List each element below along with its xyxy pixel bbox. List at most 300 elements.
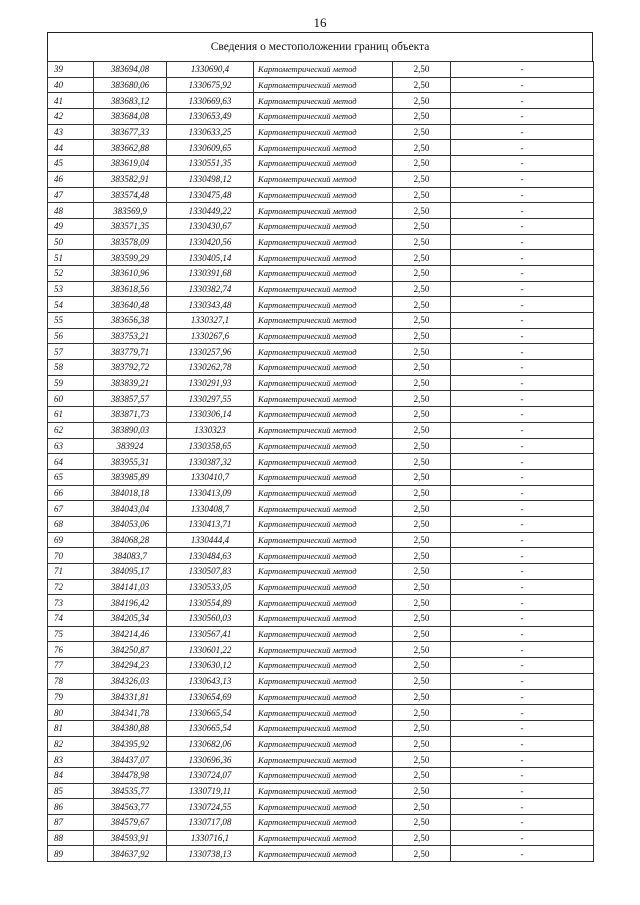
note-cell: -	[451, 548, 594, 564]
table-row	[48, 579, 594, 595]
determination-method-cell: Картометрический метод	[254, 799, 393, 815]
determination-method-cell: Картометрический метод	[254, 673, 393, 689]
accuracy-cell: 2,50	[393, 799, 451, 815]
accuracy-cell: 2,50	[393, 438, 451, 454]
x-coordinate-cell: 384579,67	[94, 815, 167, 831]
table-row	[48, 391, 594, 407]
determination-method-cell: Картометрический метод	[254, 62, 393, 78]
x-coordinate-cell: 384395,92	[94, 736, 167, 752]
point-number-cell: 76	[48, 642, 94, 658]
x-coordinate-cell: 383662,88	[94, 140, 167, 156]
note-cell: -	[451, 124, 594, 140]
note-cell: -	[451, 156, 594, 172]
note-cell: -	[451, 830, 594, 846]
point-number-cell: 52	[48, 265, 94, 281]
accuracy-cell: 2,50	[393, 673, 451, 689]
accuracy-cell: 2,50	[393, 344, 451, 360]
table-row	[48, 532, 594, 548]
section-title: Сведения о местоположении границ объекта	[47, 32, 593, 61]
note-cell: -	[451, 485, 594, 501]
y-coordinate-cell: 1330654,69	[167, 689, 254, 705]
y-coordinate-cell: 1330413,09	[167, 485, 254, 501]
determination-method-cell: Картометрический метод	[254, 705, 393, 721]
accuracy-cell: 2,50	[393, 469, 451, 485]
x-coordinate-cell: 384593,91	[94, 830, 167, 846]
y-coordinate-cell: 1330323	[167, 422, 254, 438]
note-cell: -	[451, 469, 594, 485]
x-coordinate-cell: 383779,71	[94, 344, 167, 360]
x-coordinate-cell: 384341,78	[94, 705, 167, 721]
table-row	[48, 454, 594, 470]
point-number-cell: 68	[48, 516, 94, 532]
accuracy-cell: 2,50	[393, 77, 451, 93]
determination-method-cell: Картометрический метод	[254, 407, 393, 423]
determination-method-cell: Картометрический метод	[254, 218, 393, 234]
note-cell: -	[451, 736, 594, 752]
point-number-cell: 80	[48, 705, 94, 721]
determination-method-cell: Картометрический метод	[254, 815, 393, 831]
point-number-cell: 44	[48, 140, 94, 156]
note-cell: -	[451, 203, 594, 219]
y-coordinate-cell: 1330291,93	[167, 375, 254, 391]
point-number-cell: 53	[48, 281, 94, 297]
point-number-cell: 43	[48, 124, 94, 140]
point-number-cell: 56	[48, 328, 94, 344]
determination-method-cell: Картометрический метод	[254, 391, 393, 407]
table-row	[48, 422, 594, 438]
x-coordinate-cell: 383839,21	[94, 375, 167, 391]
x-coordinate-cell: 384083,7	[94, 548, 167, 564]
point-number-cell: 61	[48, 407, 94, 423]
x-coordinate-cell: 383569,9	[94, 203, 167, 219]
table-row	[48, 485, 594, 501]
y-coordinate-cell: 1330653,49	[167, 109, 254, 125]
x-coordinate-cell: 384637,92	[94, 846, 167, 862]
determination-method-cell: Картометрический метод	[254, 93, 393, 109]
y-coordinate-cell: 1330430,67	[167, 218, 254, 234]
table-row	[48, 124, 594, 140]
x-coordinate-cell: 384250,87	[94, 642, 167, 658]
accuracy-cell: 2,50	[393, 532, 451, 548]
accuracy-cell: 2,50	[393, 736, 451, 752]
table-row	[48, 799, 594, 815]
x-coordinate-cell: 384437,07	[94, 752, 167, 768]
point-number-cell: 75	[48, 626, 94, 642]
y-coordinate-cell: 1330343,48	[167, 297, 254, 313]
note-cell: -	[451, 626, 594, 642]
determination-method-cell: Картометрический метод	[254, 375, 393, 391]
table-row	[48, 564, 594, 580]
point-number-cell: 64	[48, 454, 94, 470]
table-row	[48, 469, 594, 485]
note-cell: -	[451, 642, 594, 658]
accuracy-cell: 2,50	[393, 815, 451, 831]
accuracy-cell: 2,50	[393, 391, 451, 407]
table-row	[48, 438, 594, 454]
point-number-cell: 69	[48, 532, 94, 548]
point-number-cell: 78	[48, 673, 94, 689]
x-coordinate-cell: 384141,03	[94, 579, 167, 595]
accuracy-cell: 2,50	[393, 156, 451, 172]
y-coordinate-cell: 1330410,7	[167, 469, 254, 485]
determination-method-cell: Картометрический метод	[254, 689, 393, 705]
y-coordinate-cell: 1330738,13	[167, 846, 254, 862]
note-cell: -	[451, 391, 594, 407]
determination-method-cell: Картометрический метод	[254, 422, 393, 438]
determination-method-cell: Картометрический метод	[254, 313, 393, 329]
y-coordinate-cell: 1330533,05	[167, 579, 254, 595]
y-coordinate-cell: 1330669,63	[167, 93, 254, 109]
table-row	[48, 720, 594, 736]
accuracy-cell: 2,50	[393, 203, 451, 219]
accuracy-cell: 2,50	[393, 752, 451, 768]
point-number-cell: 39	[48, 62, 94, 78]
note-cell: -	[451, 501, 594, 517]
note-cell: -	[451, 297, 594, 313]
x-coordinate-cell: 384205,34	[94, 611, 167, 627]
point-number-cell: 62	[48, 422, 94, 438]
note-cell: -	[451, 799, 594, 815]
determination-method-cell: Картометрический метод	[254, 360, 393, 376]
y-coordinate-cell: 1330554,89	[167, 595, 254, 611]
note-cell: -	[451, 595, 594, 611]
x-coordinate-cell: 383683,12	[94, 93, 167, 109]
table-row	[48, 783, 594, 799]
determination-method-cell: Картометрический метод	[254, 501, 393, 517]
y-coordinate-cell: 1330327,1	[167, 313, 254, 329]
note-cell: -	[451, 140, 594, 156]
point-number-cell: 79	[48, 689, 94, 705]
table-row	[48, 156, 594, 172]
accuracy-cell: 2,50	[393, 313, 451, 329]
x-coordinate-cell: 384053,06	[94, 516, 167, 532]
accuracy-cell: 2,50	[393, 564, 451, 580]
point-number-cell: 65	[48, 469, 94, 485]
determination-method-cell: Картометрический метод	[254, 234, 393, 250]
table-row	[48, 109, 594, 125]
y-coordinate-cell: 1330405,14	[167, 250, 254, 266]
point-number-cell: 51	[48, 250, 94, 266]
point-number-cell: 63	[48, 438, 94, 454]
determination-method-cell: Картометрический метод	[254, 658, 393, 674]
table-row	[48, 705, 594, 721]
table-row	[48, 93, 594, 109]
point-number-cell: 57	[48, 344, 94, 360]
table-row	[48, 187, 594, 203]
table-row	[48, 689, 594, 705]
y-coordinate-cell: 1330444,4	[167, 532, 254, 548]
y-coordinate-cell: 1330382,74	[167, 281, 254, 297]
y-coordinate-cell: 1330601,22	[167, 642, 254, 658]
x-coordinate-cell: 383684,08	[94, 109, 167, 125]
y-coordinate-cell: 1330630,12	[167, 658, 254, 674]
x-coordinate-cell: 383955,31	[94, 454, 167, 470]
note-cell: -	[451, 705, 594, 721]
y-coordinate-cell: 1330267,6	[167, 328, 254, 344]
determination-method-cell: Картометрический метод	[254, 203, 393, 219]
note-cell: -	[451, 516, 594, 532]
note-cell: -	[451, 422, 594, 438]
y-coordinate-cell: 1330387,32	[167, 454, 254, 470]
accuracy-cell: 2,50	[393, 422, 451, 438]
accuracy-cell: 2,50	[393, 109, 451, 125]
accuracy-cell: 2,50	[393, 658, 451, 674]
table-row	[48, 815, 594, 831]
accuracy-cell: 2,50	[393, 611, 451, 627]
table-body	[48, 62, 594, 862]
determination-method-cell: Картометрический метод	[254, 328, 393, 344]
note-cell: -	[451, 375, 594, 391]
point-number-cell: 45	[48, 156, 94, 172]
point-number-cell: 49	[48, 218, 94, 234]
y-coordinate-cell: 1330484,63	[167, 548, 254, 564]
accuracy-cell: 2,50	[393, 767, 451, 783]
table-row	[48, 281, 594, 297]
x-coordinate-cell: 384478,98	[94, 767, 167, 783]
table-row	[48, 360, 594, 376]
accuracy-cell: 2,50	[393, 375, 451, 391]
boundary-coordinates-table	[47, 61, 594, 862]
point-number-cell: 54	[48, 297, 94, 313]
x-coordinate-cell: 384326,03	[94, 673, 167, 689]
note-cell: -	[451, 265, 594, 281]
table-row	[48, 548, 594, 564]
determination-method-cell: Картометрический метод	[254, 626, 393, 642]
determination-method-cell: Картометрический метод	[254, 250, 393, 266]
point-number-cell: 40	[48, 77, 94, 93]
y-coordinate-cell: 1330498,12	[167, 171, 254, 187]
x-coordinate-cell: 384043,04	[94, 501, 167, 517]
accuracy-cell: 2,50	[393, 516, 451, 532]
note-cell: -	[451, 815, 594, 831]
table-row	[48, 642, 594, 658]
point-number-cell: 85	[48, 783, 94, 799]
note-cell: -	[451, 234, 594, 250]
x-coordinate-cell: 384563,77	[94, 799, 167, 815]
note-cell: -	[451, 673, 594, 689]
point-number-cell: 48	[48, 203, 94, 219]
y-coordinate-cell: 1330716,1	[167, 830, 254, 846]
accuracy-cell: 2,50	[393, 250, 451, 266]
note-cell: -	[451, 62, 594, 78]
y-coordinate-cell: 1330690,4	[167, 62, 254, 78]
accuracy-cell: 2,50	[393, 720, 451, 736]
y-coordinate-cell: 1330560,03	[167, 611, 254, 627]
accuracy-cell: 2,50	[393, 407, 451, 423]
x-coordinate-cell: 383753,21	[94, 328, 167, 344]
determination-method-cell: Картометрический метод	[254, 281, 393, 297]
note-cell: -	[451, 454, 594, 470]
y-coordinate-cell: 1330724,07	[167, 767, 254, 783]
determination-method-cell: Картометрический метод	[254, 736, 393, 752]
note-cell: -	[451, 250, 594, 266]
determination-method-cell: Картометрический метод	[254, 720, 393, 736]
y-coordinate-cell: 1330724,55	[167, 799, 254, 815]
x-coordinate-cell: 384331,81	[94, 689, 167, 705]
determination-method-cell: Картометрический метод	[254, 548, 393, 564]
determination-method-cell: Картометрический метод	[254, 767, 393, 783]
x-coordinate-cell: 383924	[94, 438, 167, 454]
accuracy-cell: 2,50	[393, 218, 451, 234]
table-row	[48, 611, 594, 627]
determination-method-cell: Картометрический метод	[254, 469, 393, 485]
table-row	[48, 344, 594, 360]
table-row	[48, 846, 594, 862]
table-row	[48, 830, 594, 846]
y-coordinate-cell: 1330420,56	[167, 234, 254, 250]
accuracy-cell: 2,50	[393, 281, 451, 297]
table-row	[48, 313, 594, 329]
note-cell: -	[451, 281, 594, 297]
x-coordinate-cell: 383619,04	[94, 156, 167, 172]
note-cell: -	[451, 611, 594, 627]
point-number-cell: 73	[48, 595, 94, 611]
y-coordinate-cell: 1330551,35	[167, 156, 254, 172]
determination-method-cell: Картометрический метод	[254, 595, 393, 611]
note-cell: -	[451, 407, 594, 423]
y-coordinate-cell: 1330257,96	[167, 344, 254, 360]
x-coordinate-cell: 384068,28	[94, 532, 167, 548]
determination-method-cell: Картометрический метод	[254, 124, 393, 140]
table-row	[48, 265, 594, 281]
x-coordinate-cell: 384018,18	[94, 485, 167, 501]
accuracy-cell: 2,50	[393, 626, 451, 642]
table-row	[48, 767, 594, 783]
point-number-cell: 87	[48, 815, 94, 831]
accuracy-cell: 2,50	[393, 454, 451, 470]
y-coordinate-cell: 1330449,22	[167, 203, 254, 219]
table-row	[48, 77, 594, 93]
x-coordinate-cell: 383582,91	[94, 171, 167, 187]
y-coordinate-cell: 1330633,25	[167, 124, 254, 140]
y-coordinate-cell: 1330682,06	[167, 736, 254, 752]
note-cell: -	[451, 846, 594, 862]
page-number: 16	[313, 15, 327, 30]
determination-method-cell: Картометрический метод	[254, 611, 393, 627]
table-row	[48, 407, 594, 423]
y-coordinate-cell: 1330567,41	[167, 626, 254, 642]
y-coordinate-cell: 1330665,54	[167, 705, 254, 721]
note-cell: -	[451, 532, 594, 548]
accuracy-cell: 2,50	[393, 548, 451, 564]
point-number-cell: 77	[48, 658, 94, 674]
x-coordinate-cell: 383985,89	[94, 469, 167, 485]
determination-method-cell: Картометрический метод	[254, 297, 393, 313]
determination-method-cell: Картометрический метод	[254, 454, 393, 470]
accuracy-cell: 2,50	[393, 62, 451, 78]
x-coordinate-cell: 384380,88	[94, 720, 167, 736]
y-coordinate-cell: 1330719,11	[167, 783, 254, 799]
point-number-cell: 67	[48, 501, 94, 517]
table-row	[48, 595, 594, 611]
y-coordinate-cell: 1330413,71	[167, 516, 254, 532]
determination-method-cell: Картометрический метод	[254, 438, 393, 454]
x-coordinate-cell: 383792,72	[94, 360, 167, 376]
accuracy-cell: 2,50	[393, 265, 451, 281]
note-cell: -	[451, 77, 594, 93]
note-cell: -	[451, 658, 594, 674]
table-row	[48, 140, 594, 156]
y-coordinate-cell: 1330475,48	[167, 187, 254, 203]
x-coordinate-cell: 383871,73	[94, 407, 167, 423]
x-coordinate-cell: 383694,08	[94, 62, 167, 78]
determination-method-cell: Картометрический метод	[254, 265, 393, 281]
point-number-cell: 55	[48, 313, 94, 329]
accuracy-cell: 2,50	[393, 124, 451, 140]
note-cell: -	[451, 579, 594, 595]
note-cell: -	[451, 783, 594, 799]
x-coordinate-cell: 383677,33	[94, 124, 167, 140]
point-number-cell: 50	[48, 234, 94, 250]
note-cell: -	[451, 109, 594, 125]
table-row	[48, 62, 594, 78]
table-row	[48, 516, 594, 532]
y-coordinate-cell: 1330507,83	[167, 564, 254, 580]
x-coordinate-cell: 384196,42	[94, 595, 167, 611]
y-coordinate-cell: 1330717,08	[167, 815, 254, 831]
accuracy-cell: 2,50	[393, 171, 451, 187]
note-cell: -	[451, 689, 594, 705]
determination-method-cell: Картометрический метод	[254, 171, 393, 187]
x-coordinate-cell: 383610,96	[94, 265, 167, 281]
note-cell: -	[451, 171, 594, 187]
accuracy-cell: 2,50	[393, 705, 451, 721]
accuracy-cell: 2,50	[393, 501, 451, 517]
determination-method-cell: Картометрический метод	[254, 187, 393, 203]
point-number-cell: 46	[48, 171, 94, 187]
point-number-cell: 47	[48, 187, 94, 203]
y-coordinate-cell: 1330262,78	[167, 360, 254, 376]
x-coordinate-cell: 384214,46	[94, 626, 167, 642]
point-number-cell: 60	[48, 391, 94, 407]
y-coordinate-cell: 1330297,55	[167, 391, 254, 407]
table-row	[48, 203, 594, 219]
point-number-cell: 83	[48, 752, 94, 768]
note-cell: -	[451, 438, 594, 454]
point-number-cell: 74	[48, 611, 94, 627]
table-row	[48, 752, 594, 768]
x-coordinate-cell: 384294,23	[94, 658, 167, 674]
y-coordinate-cell: 1330643,13	[167, 673, 254, 689]
note-cell: -	[451, 344, 594, 360]
x-coordinate-cell: 383571,35	[94, 218, 167, 234]
note-cell: -	[451, 93, 594, 109]
point-number-cell: 82	[48, 736, 94, 752]
accuracy-cell: 2,50	[393, 328, 451, 344]
table-row	[48, 297, 594, 313]
determination-method-cell: Картометрический метод	[254, 579, 393, 595]
determination-method-cell: Картометрический метод	[254, 344, 393, 360]
note-cell: -	[451, 767, 594, 783]
accuracy-cell: 2,50	[393, 93, 451, 109]
y-coordinate-cell: 1330306,14	[167, 407, 254, 423]
table-row	[48, 328, 594, 344]
accuracy-cell: 2,50	[393, 830, 451, 846]
table-row	[48, 626, 594, 642]
table-row	[48, 171, 594, 187]
note-cell: -	[451, 218, 594, 234]
table-row	[48, 658, 594, 674]
point-number-cell: 42	[48, 109, 94, 125]
determination-method-cell: Картометрический метод	[254, 783, 393, 799]
point-number-cell: 81	[48, 720, 94, 736]
note-cell: -	[451, 360, 594, 376]
x-coordinate-cell: 383618,56	[94, 281, 167, 297]
accuracy-cell: 2,50	[393, 783, 451, 799]
point-number-cell: 58	[48, 360, 94, 376]
note-cell: -	[451, 720, 594, 736]
y-coordinate-cell: 1330391,68	[167, 265, 254, 281]
